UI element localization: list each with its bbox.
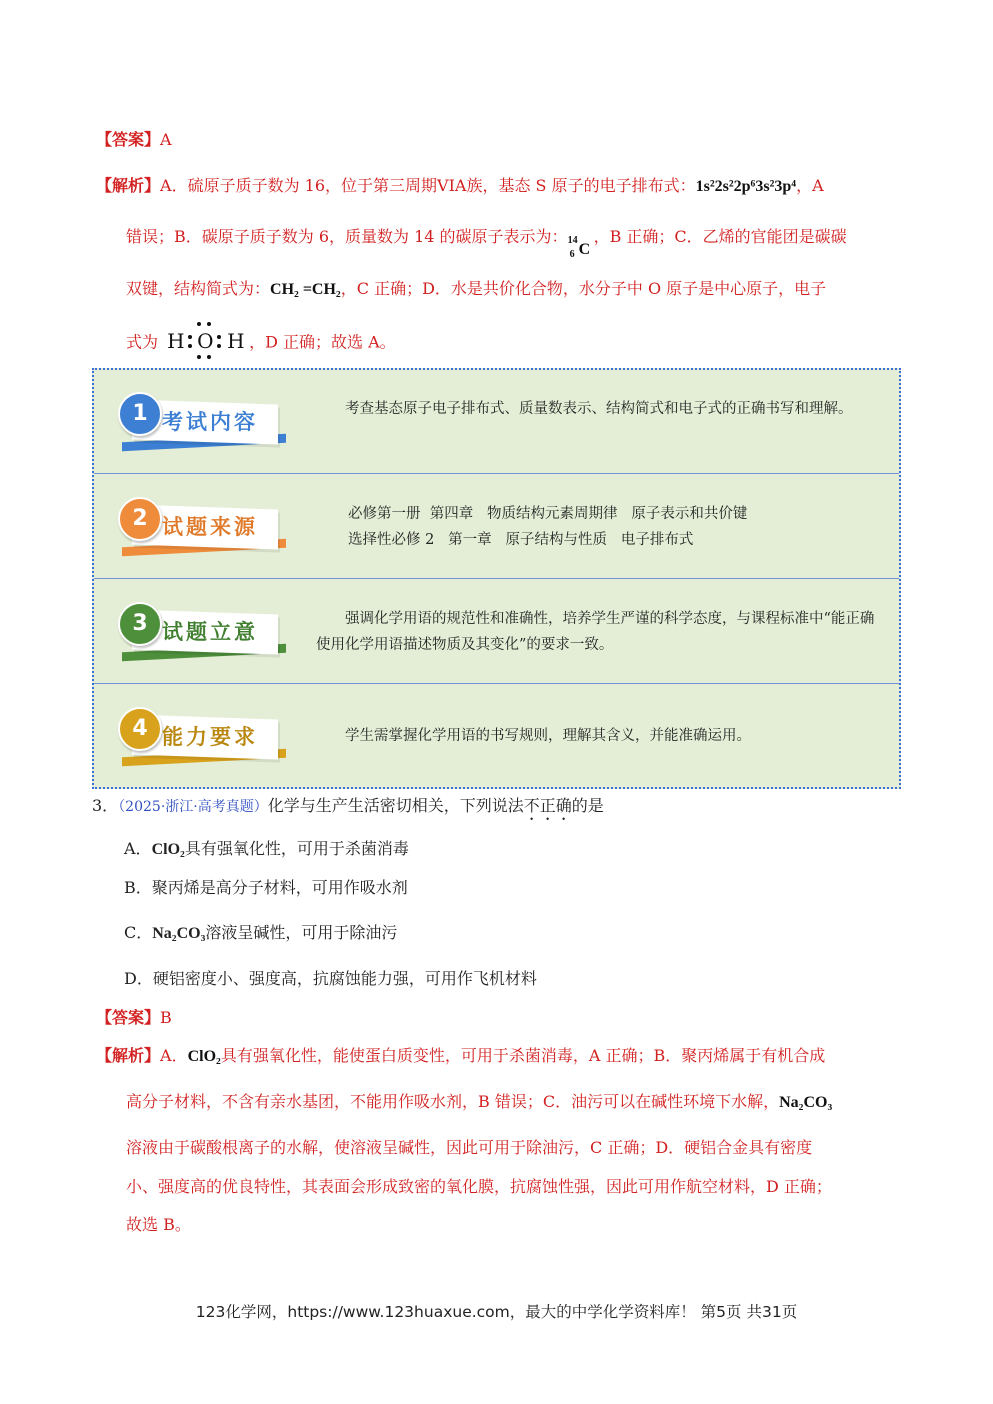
question-number: 3． — [92, 796, 119, 815]
electron-config: 1s²2s²2p⁶3s²3p⁴ — [695, 178, 797, 195]
row-text-line-2: 选择性必修 2 第一章 原子结构与性质 电子排布式 — [348, 532, 694, 548]
stem-emphasis: 不正确 — [523, 796, 572, 815]
analysis-text: A． — [160, 1046, 188, 1065]
option-d[interactable] — [124, 971, 537, 987]
analysis-text: 式为 — [126, 332, 159, 352]
analysis-tag: 【解析】 — [96, 178, 161, 195]
answer-value: A — [160, 130, 172, 149]
row-text: 考查基态原子电子排布式、质量数表示、结构简式和电子式的正确书写和理解。 — [345, 401, 853, 417]
option-label: B． — [124, 878, 152, 897]
option-text: 溶液呈碱性，可用于除油污 — [205, 923, 398, 942]
electron-dots-icon — [163, 319, 249, 365]
stem-text: 化学与生产生活密切相关，下列说法 — [267, 796, 524, 815]
analysis-text: A．硫原子质子数为 16，位于第三周期VIA族，基态 S 原子的电子排布式： — [160, 176, 696, 195]
page-footer: 123化学网，https://www.123huaxue.com，最大的中学化学资料库！ 第5页 共31页 — [195, 1303, 798, 1321]
info-row-source — [94, 475, 899, 579]
oxygen: O — [197, 329, 214, 353]
isotope-element: C — [578, 241, 591, 258]
analysis-text: ，D 正确；故选 A。 — [249, 332, 396, 352]
badge-number: 1 — [118, 392, 162, 436]
info-row-exam-content — [94, 370, 899, 474]
q2-answer-line — [96, 132, 172, 149]
isotope-mass: 14 — [567, 235, 578, 246]
q3-analysis-line-1 — [96, 1048, 825, 1065]
q3-analysis-line-5: 故选 B。 — [126, 1215, 191, 1234]
badge-number: 3 — [118, 602, 162, 646]
option-a[interactable] — [124, 841, 409, 858]
answer-tag: 【答案】 — [96, 1010, 161, 1027]
q2-analysis-line-4 — [126, 329, 396, 353]
q3-analysis-line-3: 溶液由于碳酸根离子的水解，使溶液呈碱性，因此可用于除油污，C 正确；D．硬铝合金具有密度 — [126, 1138, 813, 1157]
q3-stem — [92, 796, 604, 824]
q3-analysis-line-4: 小、强度高的优良特性，其表面会形成致密的氧化膜，抗腐蚀性强，因此可用作航空材料，D 正确； — [126, 1177, 832, 1196]
q2-analysis-line-2 — [126, 227, 847, 260]
analysis-text: 具有强氧化性，能使蛋白质变性，可用于杀菌消毒，A 正确；B．聚丙烯属于有机合成 — [220, 1046, 826, 1065]
option-label: A． — [124, 839, 152, 858]
row-text-line-1: 必修第一册 第四章 物质结构元素周期律 原子表示和共价键 — [348, 506, 748, 522]
stem-text: 的是 — [571, 796, 604, 815]
isotope-number: 6 — [569, 249, 575, 260]
q3-analysis-line-2 — [126, 1094, 832, 1111]
q2-analysis-line-1 — [96, 178, 824, 195]
option-chem: ClO₂ — [151, 841, 185, 858]
info-row-intent — [94, 580, 899, 684]
badge-intent — [114, 602, 282, 658]
badge-title: 考试内容 — [162, 409, 258, 434]
row-text: 强调化学用语的规范性和准确性，培养学生严谨的科学态度，与课程标准中“能正确使用化学用语描述物质及其变化”的要求一致。 — [316, 611, 875, 653]
option-label: C． — [124, 923, 153, 942]
q3-answer-line — [96, 1010, 172, 1027]
badge-title: 试题来源 — [162, 514, 258, 539]
analysis-text: 高分子材料，不含有亲水基团，不能用作吸水剂，B 错误；C．油污可以在碱性环境下水解， — [126, 1092, 780, 1111]
chem-formula: Na₂CO₃ — [779, 1094, 833, 1111]
option-text: 聚丙烯是高分子材料，可用作吸水剂 — [151, 878, 408, 897]
q2-analysis-line-3 — [126, 281, 826, 298]
badge-exam-content — [114, 392, 282, 448]
hydrogen-right: H — [227, 329, 245, 353]
analysis-text: 双键，结构简式为： — [126, 279, 271, 298]
ethylene-formula: CH₂ =CH₂ — [270, 281, 341, 298]
analysis-text: 错误；B．碳原子质子数为 6，质量数为 14 的碳原子表示为： — [126, 227, 568, 246]
badge-ability — [114, 707, 282, 763]
option-b[interactable] — [124, 880, 408, 896]
badge-number: 2 — [118, 497, 162, 541]
badge-title: 能力要求 — [162, 724, 258, 749]
analysis-text: ，C 正确；D．水是共价化合物，水分子中 O 原子是中心原子，电子 — [340, 279, 827, 298]
answer-tag: 【答案】 — [96, 132, 161, 149]
analysis-tag: 【解析】 — [96, 1048, 161, 1065]
hydrogen-left: H — [167, 329, 185, 353]
option-chem: Na₂CO₃ — [152, 925, 206, 942]
answer-value: B — [160, 1008, 172, 1027]
water-electron-formula — [163, 329, 249, 353]
option-c[interactable] — [124, 925, 397, 942]
analysis-text: ，A — [796, 176, 824, 195]
option-label: D． — [124, 969, 153, 988]
analysis-text: ，B 正确；C．乙烯的官能团是碳碳 — [593, 227, 847, 246]
option-text: 具有强氧化性，可用于杀菌消毒 — [184, 839, 409, 858]
option-text: 硬铝密度小、强度高，抗腐蚀能力强，可用作飞机材料 — [152, 969, 537, 988]
badge-number: 4 — [118, 707, 162, 751]
info-row-ability — [94, 685, 899, 789]
info-box — [92, 368, 901, 789]
question-source: （2025·浙江·高考真题） — [118, 799, 268, 815]
chem-formula: ClO₂ — [187, 1048, 221, 1065]
row-text: 学生需掌握化学用语的书写规则，理解其含义，并能准确运用。 — [345, 728, 751, 744]
badge-title: 试题立意 — [162, 619, 258, 644]
badge-source — [114, 497, 282, 553]
